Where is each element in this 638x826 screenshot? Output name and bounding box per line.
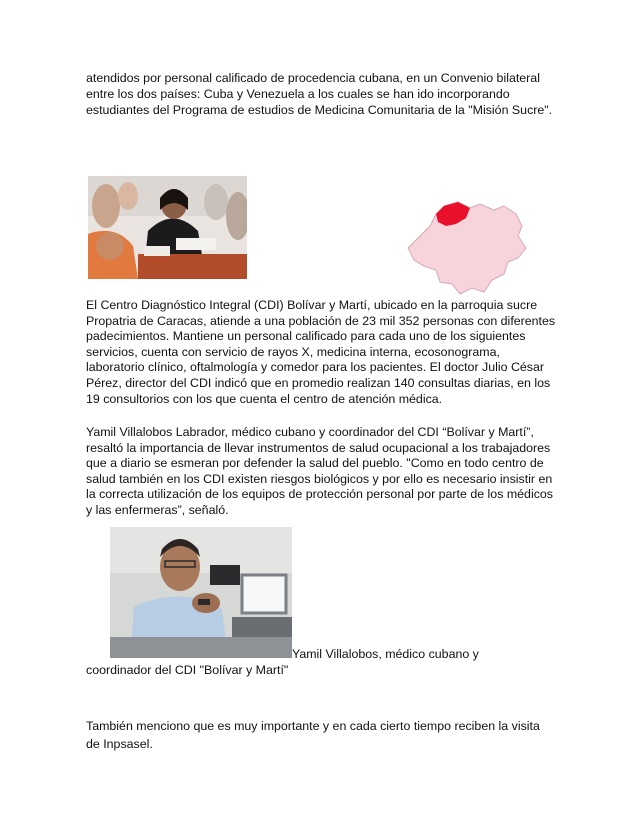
paragraph-inpsasel-visit: También menciono que es muy importante y en cada cierto tiempo reciben la visita de Inpsasel. [86, 719, 540, 751]
photo-consultation [88, 176, 247, 279]
photo-caption-line-2: coordinador del CDI "Bolívar y Martí" [86, 663, 289, 677]
paragraph-coordinator-quote: Yamil Villalobos Labrador, médico cubano y coordinador del CDI “Bolívar y Martí”, resaltó la importancia de llevar instrumentos de salud ocupacional a los trabajadores que a diario se esmeran por defender la salud del pueblo. "Como en todo centro de salud también en los CDI existen riesgos biológicos y por ello es necesario insistir en la correcta utilización de los equipos de protección personal por parte de los médicos y las enfermeras”, señaló. [86, 425, 553, 517]
paragraph-cdi-description: El Centro Diagnóstico Integral (CDI) Bolívar y Martí, ubicado en la parroquia sucre Propatria de Caracas, atiende a una población de 23 mil 352 personas con diferentes padecimientos. Mantiene un personal calificado para cada uno de los siguientes servicios, cuenta con servicio de rayos X, medicina interna, ecosonograma, laboratorio clínico, oftalmología y comedor para los pacientes. El doctor Julio César Pérez, director del CDI indicó que en promedio realizan 140 consultas diarias, en los 19 consultorios con los que cuenta el centro de atención médica. [86, 298, 556, 406]
photo-caption-line-1: Yamil Villalobos, médico cubano y [292, 647, 479, 661]
photo-doctor-villalobos [110, 527, 292, 658]
paragraph-intro: atendidos por personal calificado de procedencia cubana, en un Convenio bilateral entre los dos países: Cuba y Venezuela a los cuales se han ido incorporando estudiantes del Programa de estudios de Medicina Comunitaria de la "Misión Sucre". [86, 71, 553, 117]
map-caracas-parish [400, 196, 528, 296]
